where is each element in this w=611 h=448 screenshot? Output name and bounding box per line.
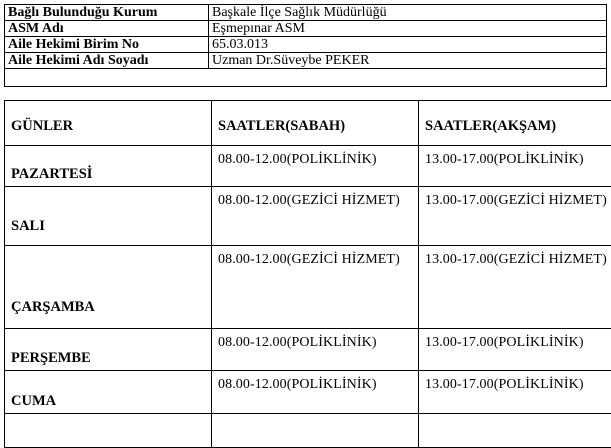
morning-cell: 08.00-12.00(POLİKLİNİK) — [212, 329, 419, 371]
info-table — [4, 4, 607, 87]
evening-cell: 13.00-17.00(POLİKLİNİK) — [419, 146, 611, 187]
empty-cell — [419, 414, 611, 448]
info-row-unit-no — [5, 37, 607, 53]
empty-cell — [212, 414, 419, 448]
info-value: 65.03.013 — [209, 37, 607, 53]
evening-cell: 13.00-17.00(GEZİCİ HİZMET) — [419, 187, 611, 246]
info-row-doctor-name — [5, 53, 607, 69]
schedule-row-wednesday — [5, 246, 611, 329]
day-cell: SALI — [5, 187, 212, 246]
schedule-row-friday — [5, 371, 611, 414]
morning-cell: 08.00-12.00(POLİKLİNİK) — [212, 146, 419, 187]
info-label: ASM Adı — [5, 21, 209, 37]
info-label: Bağlı Bulunduğu Kurum — [5, 5, 209, 21]
evening-cell: 13.00-17.00(POLİKLİNİK) — [419, 329, 611, 371]
schedule-row-thursday — [5, 329, 611, 371]
day-cell: ÇARŞAMBA — [5, 246, 212, 329]
info-value: Başkale İlçe Sağlık Müdürlüğü — [209, 5, 607, 21]
info-label: Aile Hekimi Adı Soyadı — [5, 53, 209, 69]
info-row-asm-name — [5, 21, 607, 37]
schedule-header-row — [5, 101, 611, 146]
evening-cell: 13.00-17.00(POLİKLİNİK) — [419, 371, 611, 414]
morning-cell: 08.00-12.00(GEZİCİ HİZMET) — [212, 246, 419, 329]
header-days: GÜNLER — [5, 101, 212, 146]
schedule-row-tuesday — [5, 187, 611, 246]
morning-cell: 08.00-12.00(POLİKLİNİK) — [212, 371, 419, 414]
day-cell: PERŞEMBE — [5, 329, 212, 371]
day-cell: CUMA — [5, 371, 212, 414]
morning-cell: 08.00-12.00(GEZİCİ HİZMET) — [212, 187, 419, 246]
info-row-blank — [5, 69, 607, 87]
blank-cell — [5, 69, 607, 87]
info-label: Aile Hekimi Birim No — [5, 37, 209, 53]
evening-cell: 13.00-17.00(GEZİCİ HİZMET) — [419, 246, 611, 329]
empty-cell — [5, 414, 212, 448]
header-evening: SAATLER(AKŞAM) — [419, 101, 611, 146]
day-cell: PAZARTESİ — [5, 146, 212, 187]
header-morning: SAATLER(SABAH) — [212, 101, 419, 146]
info-value: Uzman Dr.Süveybe PEKER — [209, 53, 607, 69]
info-row-institution — [5, 5, 607, 21]
schedule-row-empty — [5, 414, 611, 448]
schedule-row-monday — [5, 146, 611, 187]
info-value: Eşmepınar ASM — [209, 21, 607, 37]
schedule-table — [4, 100, 611, 448]
